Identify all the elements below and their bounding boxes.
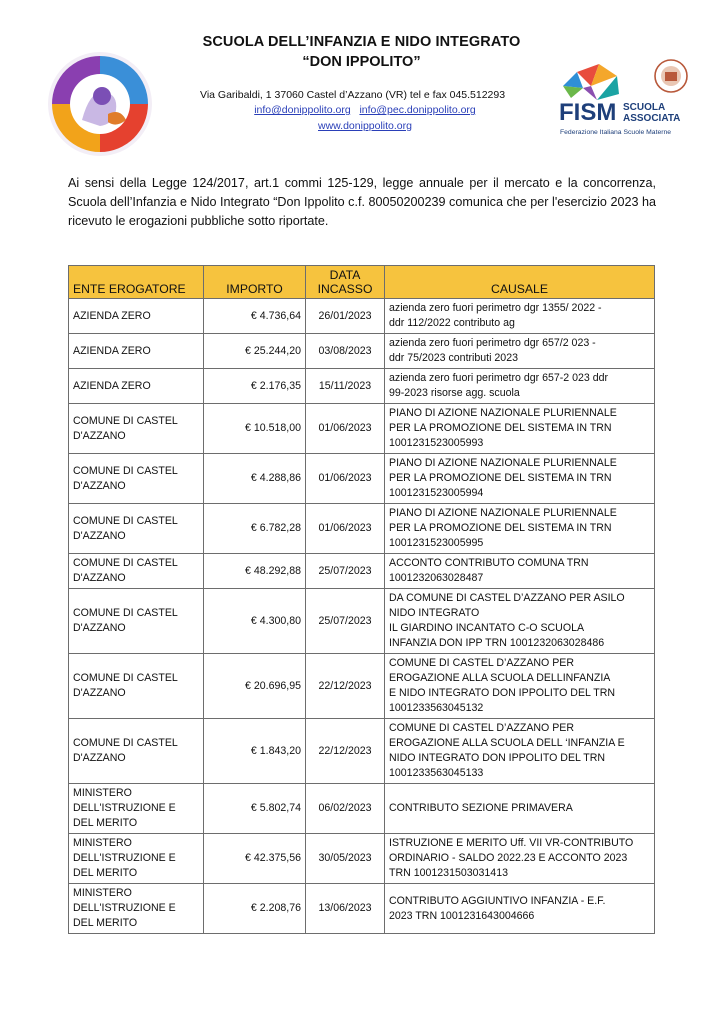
table-row (69, 834, 655, 884)
header-ente: ENTE EROGATORE (69, 266, 204, 299)
data-cell: 03/08/2023 (306, 334, 385, 369)
table-row (69, 504, 655, 554)
ente-cell: COMUNE DI CASTEL D'AZZANO (69, 504, 204, 554)
causale-cell: azienda zero fuori perimetro dgr 657/2 023 - ddr 75/2023 contributi 2023 (385, 334, 655, 369)
header-data-incasso: DATA INCASSO (306, 266, 385, 299)
causale-cell: PIANO DI AZIONE NAZIONALE PLURIENNALE PER LA PROMOZIONE DEL SISTEMA IN TRN 1001231523005995 (385, 504, 655, 554)
school-subtitle: “DON IPPOLITO” (302, 54, 421, 70)
data-cell: 13/06/2023 (306, 884, 385, 934)
table-header-row (69, 266, 655, 299)
website (200, 120, 530, 132)
causale-cell: azienda zero fuori perimetro dgr 1355/ 2022 - ddr 112/2022 contributo ag (385, 299, 655, 334)
importo-cell: € 4.288,86 (204, 454, 306, 504)
causale-cell: PIANO DI AZIONE NAZIONALE PLURIENNALE PER LA PROMOZIONE DEL SISTEMA IN TRN 1001231523005993 (385, 404, 655, 454)
causale-cell: CONTRIBUTO AGGIUNTIVO INFANZIA - E.F. 2023 TRN 1001231643004666 (385, 884, 655, 934)
data-cell: 06/02/2023 (306, 784, 385, 834)
ente-cell: COMUNE DI CASTEL D'AZZANO (69, 719, 204, 784)
ente-cell: AZIENDA ZERO (69, 369, 204, 404)
data-cell: 01/06/2023 (306, 504, 385, 554)
importo-cell: € 25.244,20 (204, 334, 306, 369)
importo-cell: € 20.696,95 (204, 654, 306, 719)
importo-cell: € 4.300,80 (204, 589, 306, 654)
fism-fullname: Federazione Italiana Scuole Materne (560, 129, 672, 136)
table-row (69, 334, 655, 369)
fism-tag1: SCUOLA (623, 102, 666, 113)
causale-cell: COMUNE DI CASTEL D’AZZANO PER EROGAZIONE ALLA SCUOLA DELL ‘INFANZIA E NIDO INTEGRATO DON IPPOLITO DEL TRN 1001233563045133 (385, 719, 655, 784)
importo-cell: € 42.375,56 (204, 834, 306, 884)
data-cell: 25/07/2023 (306, 554, 385, 589)
ente-cell: MINISTERO DELL'ISTRUZIONE E DEL MERITO (69, 834, 204, 884)
importo-cell: € 2.208,76 (204, 884, 306, 934)
causale-cell: ACCONTO CONTRIBUTO COMUNA TRN 1001232063028487 (385, 554, 655, 589)
table-row (69, 554, 655, 589)
causale-cell: ISTRUZIONE E MERITO Uff. VII VR-CONTRIBUTO ORDINARIO - SALDO 2022.23 E ACCONTO 2023 TRN 1001231503031413 (385, 834, 655, 884)
data-cell: 26/01/2023 (306, 299, 385, 334)
data-cell: 22/12/2023 (306, 719, 385, 784)
payments-table (68, 265, 655, 934)
data-cell: 01/06/2023 (306, 404, 385, 454)
ente-cell: MINISTERO DELL'ISTRUZIONE E DEL MERITO (69, 884, 204, 934)
table-row (69, 369, 655, 404)
pec-email-link[interactable]: info@pec.donippolito.org (359, 104, 476, 116)
importo-cell: € 1.843,20 (204, 719, 306, 784)
fism-tag2: ASSOCIATA (623, 113, 681, 124)
table-row (69, 654, 655, 719)
school-address: Via Garibaldi, 1 37060 Castel d’Azzano (VR) tel e fax 045.512293 (200, 89, 506, 101)
table-row (69, 589, 655, 654)
ente-cell: AZIENDA ZERO (69, 334, 204, 369)
data-cell: 22/12/2023 (306, 654, 385, 719)
importo-cell: € 5.802,74 (204, 784, 306, 834)
ente-cell: COMUNE DI CASTEL D'AZZANO (69, 654, 204, 719)
ente-cell: AZIENDA ZERO (69, 299, 204, 334)
ente-cell: COMUNE DI CASTEL D'AZZANO (69, 454, 204, 504)
ente-cell: MINISTERO DELL'ISTRUZIONE E DEL MERITO (69, 784, 204, 834)
table-row (69, 719, 655, 784)
table-row (69, 884, 655, 934)
causale-cell: COMUNE DI CASTEL D’AZZANO PER EROGAZIONE ALLA SCUOLA DELLINFANZIA E NIDO INTEGRATO DON IPPOLITO DEL TRN 1001233563045132 (385, 654, 655, 719)
table-row (69, 404, 655, 454)
data-cell: 25/07/2023 (306, 589, 385, 654)
ente-cell: COMUNE DI CASTEL D'AZZANO (69, 554, 204, 589)
school-title: SCUOLA DELL’INFANZIA E NIDO INTEGRATO (202, 34, 521, 50)
importo-cell: € 6.782,28 (204, 504, 306, 554)
ente-cell: COMUNE DI CASTEL D'AZZANO (69, 589, 204, 654)
causale-cell: PIANO DI AZIONE NAZIONALE PLURIENNALE PER LA PROMOZIONE DEL SISTEMA IN TRN 1001231523005994 (385, 454, 655, 504)
contact-emails (200, 104, 530, 116)
causale-cell: azienda zero fuori perimetro dgr 657-2 023 ddr 99-2023 risorse agg. scuola (385, 369, 655, 404)
header-causale: CAUSALE (385, 266, 655, 299)
intro-paragraph: Ai sensi della Legge 124/2017, art.1 commi 125-129, legge annuale per il mercato e la concorrenza, Scuola dell’Infanzia e Nido Integrato “Don Ippolito c.f. 80050200239 comunica che per l'esercizio 2023 ha ricevuto le erogazioni pubbliche sotto riportate. (68, 176, 656, 228)
causale-cell: CONTRIBUTO SEZIONE PRIMAVERA (385, 784, 655, 834)
header-importo: IMPORTO (204, 266, 306, 299)
importo-cell: € 4.736,64 (204, 299, 306, 334)
table-row (69, 299, 655, 334)
importo-cell: € 10.518,00 (204, 404, 306, 454)
letterhead (0, 0, 723, 170)
data-cell: 30/05/2023 (306, 834, 385, 884)
importo-cell: € 48.292,88 (204, 554, 306, 589)
data-cell: 01/06/2023 (306, 454, 385, 504)
fism-logo (557, 58, 697, 138)
importo-cell: € 2.176,35 (204, 369, 306, 404)
table-row (69, 784, 655, 834)
website-link[interactable]: www.donippolito.org (318, 120, 412, 132)
fism-name: FISM (559, 99, 617, 126)
email-link[interactable]: info@donippolito.org (254, 104, 351, 116)
data-cell: 15/11/2023 (306, 369, 385, 404)
table-row (69, 454, 655, 504)
causale-cell: DA COMUNE DI CASTEL D’AZZANO PER ASILO NIDO INTEGRATO IL GIARDINO INCANTATO C-O SCUOLA INFANZIA DON IPP TRN 1001232063028486 (385, 589, 655, 654)
ente-cell: COMUNE DI CASTEL D'AZZANO (69, 404, 204, 454)
